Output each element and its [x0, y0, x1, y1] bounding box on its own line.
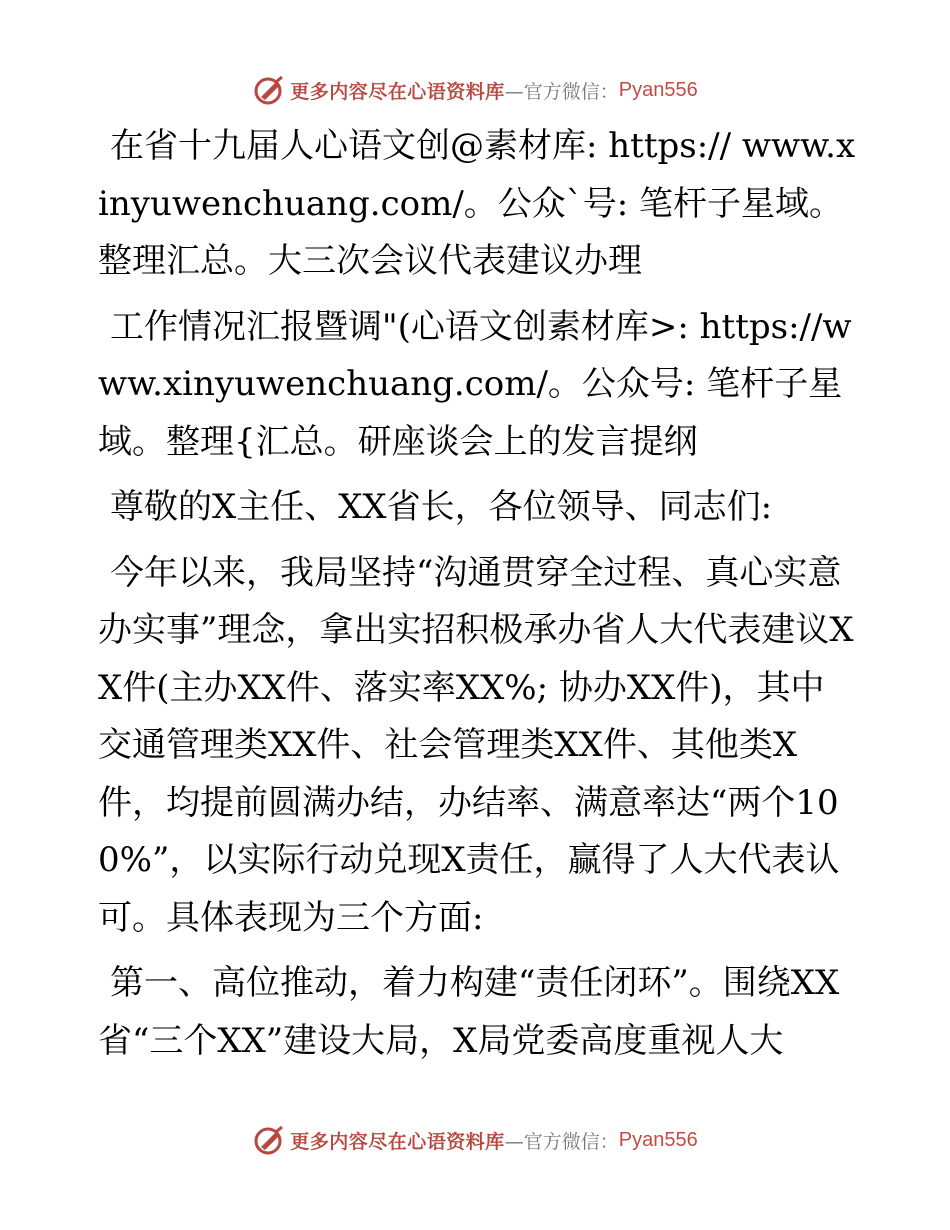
- paragraph-title-part1: 在省十九届人心语文创@素材库: https:// www.xinyuwenchuang.com/。公众`号: 笔杆子星域。整理汇总。大三次会议代表建议办理: [98, 126, 856, 281]
- pen-logo-icon: [252, 1123, 286, 1157]
- header-watermark: [0, 70, 950, 110]
- watermark-separator: —官方微信：: [504, 80, 619, 103]
- footer-watermark: [0, 1120, 950, 1160]
- paragraph-title-part2: 工作情况汇报暨调"(心语文创素材库>: https://www.xinyuwenchuang.com/。公众号: 笔杆子星域。整理{汇总。研座谈会上的发言提纲: [98, 306, 852, 462]
- paragraph-overview: 今年以来，我局坚持“沟通贯穿全过程、真心实意办实事”理念，拿出实招积极承办省人大代表建议XX件(主办XX件、落实率XX%; 协办XX件)，其中交通管理类XX件、社会管理类XX件、其他类X件，均提前圆满办结，办结率、满意率达“两个100%”，以实际行动兑现X责任，赢得了人大代表认可。具体表现为三个方面:: [98, 552, 854, 938]
- pen-logo-icon: [252, 73, 286, 107]
- paragraph-salutation: 尊敬的X主任、XX省长，各位领导、同志们:: [110, 487, 773, 527]
- document-body: [98, 118, 858, 1078]
- watermark-account: Pyan556: [618, 78, 698, 101]
- watermark-separator: —官方微信：: [504, 1130, 619, 1153]
- watermark-text: 更多内容尽在心语资料库: [290, 80, 505, 103]
- paragraph-point-one: 第一、高位推动，着力构建“责任闭环”。围绕XX省“三个XX”建设大局，X局党委高度重视人大: [98, 963, 840, 1061]
- watermark-account: Pyan556: [618, 1128, 698, 1151]
- watermark-text: 更多内容尽在心语资料库: [290, 1130, 505, 1153]
